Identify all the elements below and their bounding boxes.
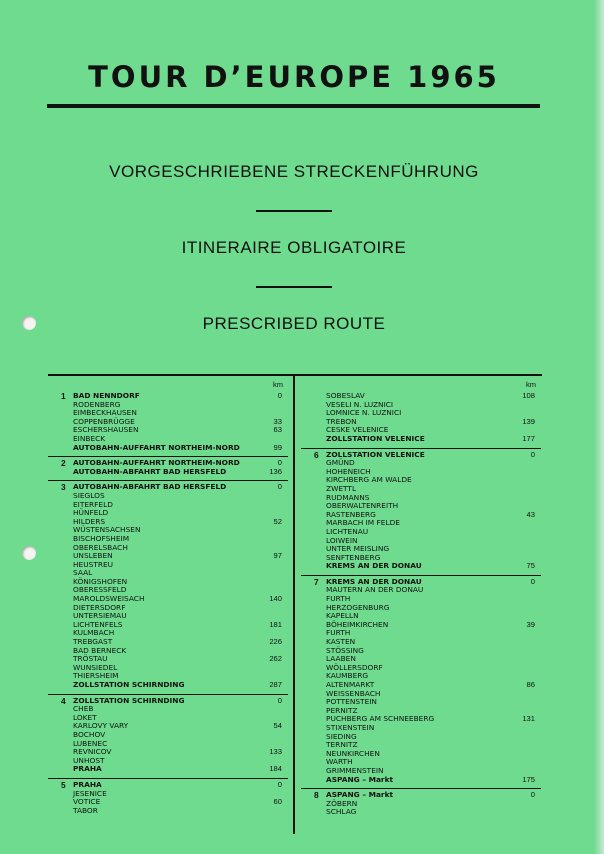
place-name: WÖLLERSDORF — [326, 662, 383, 672]
route-row — [301, 808, 541, 817]
place-name: HEUSTREU — [73, 559, 114, 569]
km-value: 33 — [273, 416, 282, 426]
place-name: HOHENEICH — [326, 466, 371, 476]
place-name: FURTH — [326, 594, 351, 604]
place-name: UNSLEBEN — [73, 551, 113, 561]
place-name: SOBESLAV — [326, 391, 365, 400]
place-name: COPPENBRÜGGE — [73, 416, 135, 426]
route-segment — [301, 449, 541, 576]
place-name: AUTOBAHN-AUFFAHRT NORTHEIM-NORD — [73, 458, 240, 468]
place-name: OBERELSBACH — [73, 542, 128, 552]
place-name: GRIMMENSTEIN — [326, 765, 384, 775]
place-name: RUDMANNS — [326, 492, 370, 502]
route-segment — [301, 390, 541, 449]
subtitle-german: VORGESCHRIEBENE STRECKENFÜHRUNG — [109, 162, 479, 181]
place-name: WÜSTENSACHSEN — [73, 525, 141, 535]
place-name: ALTENMARKT — [326, 680, 375, 689]
place-name: WUNSIEDEL — [73, 662, 118, 672]
place-name: DIETERSDORF — [73, 602, 126, 612]
place-name: UNTER MEISLING — [326, 544, 390, 554]
place-name: ZOLLSTATION SCHIRNDING — [73, 695, 185, 705]
km-value: 43 — [526, 509, 535, 519]
place-name: RODENBERG — [73, 399, 121, 409]
place-name: TREBON — [326, 416, 357, 426]
km-value: 52 — [273, 516, 282, 526]
place-name: LOMNICE N. LUZNICI — [326, 408, 402, 418]
segment-number: 1 — [61, 391, 66, 401]
title-underline — [47, 104, 540, 108]
route-segment — [301, 789, 541, 821]
place-name: SIEGLOS — [73, 490, 105, 500]
km-value: 0 — [530, 576, 535, 586]
km-value: 0 — [277, 458, 282, 468]
place-name: TERNITZ — [326, 740, 358, 750]
route-row — [48, 681, 288, 690]
segment-number: 5 — [61, 779, 66, 790]
place-name: AUTOBAHN-AUFFAHRT NORTHEIM-NORD — [73, 442, 240, 452]
place-name: EIMBECKHAUSEN — [73, 408, 137, 418]
km-header: km — [273, 380, 283, 389]
place-name: AUTOBAHN-ABFAHRT BAD HERSFELD — [73, 482, 227, 492]
km-value: 175 — [522, 774, 535, 784]
km-value: 262 — [269, 654, 282, 664]
place-name: HÜNFELD — [73, 508, 109, 518]
km-value: 108 — [522, 391, 535, 400]
place-name: MAUTERN AN DER DONAU — [326, 585, 424, 595]
km-value: 63 — [273, 425, 282, 435]
place-name: BISCHOFSHEIM — [73, 533, 130, 543]
place-name: PRAHA — [73, 764, 102, 774]
separator-2 — [256, 286, 332, 288]
place-name: KAPELLN — [326, 611, 359, 621]
km-value: 54 — [273, 721, 282, 731]
segment-number: 3 — [61, 482, 66, 493]
km-value: 139 — [522, 416, 535, 426]
place-name: THIERSHEIM — [73, 671, 119, 681]
place-name: GMÜND — [326, 458, 355, 468]
place-name: CESKE VELENICE — [326, 425, 389, 435]
place-name: FURTH — [326, 628, 351, 638]
place-name: BAD BERNECK — [73, 645, 127, 655]
place-name: UNHOST — [73, 755, 105, 765]
place-name: LICHTENAU — [326, 526, 369, 536]
km-value: 60 — [273, 797, 282, 807]
place-name: KAUMBERG — [326, 671, 369, 681]
place-name: ZWETTL — [326, 483, 357, 493]
segment-number: 2 — [61, 458, 66, 469]
km-value: 136 — [269, 466, 282, 476]
place-name: OBERESSFELD — [73, 585, 127, 595]
place-name: WARTH — [326, 757, 353, 767]
place-name: NEUNKIRCHEN — [326, 748, 380, 758]
place-name: KREMS AN DER DONAU — [326, 561, 422, 571]
place-name: MAROLDSWEISACH — [73, 594, 145, 604]
punch-hole-top — [22, 316, 36, 330]
km-value: 184 — [269, 764, 282, 774]
route-segment — [48, 481, 288, 694]
km-value: 0 — [277, 391, 282, 400]
place-name: KARLOVY VARY — [73, 721, 129, 731]
place-name: STIXENSTEIN — [326, 722, 375, 732]
km-value: 97 — [273, 551, 282, 561]
km-value: 75 — [526, 561, 535, 571]
place-name: VESELI N. LUZNICI — [326, 399, 394, 409]
place-name: TABOR — [73, 805, 98, 815]
route-column-left — [48, 376, 288, 819]
route-row — [48, 807, 288, 816]
km-value: 0 — [530, 790, 535, 800]
place-name: BAD NENNDORF — [73, 391, 140, 400]
place-name: MARBACH IM FELDE — [326, 518, 400, 528]
place-name: ASPANG – Markt — [326, 790, 394, 800]
place-name: LOIWEIN — [326, 535, 358, 545]
place-name: HERZOGENBURG — [326, 602, 390, 612]
subtitle-english: PRESCRIBED ROUTE — [202, 314, 386, 333]
place-name: TRÖSTAU — [73, 654, 108, 664]
place-name: LUBENEC — [73, 738, 108, 748]
km-value: 99 — [273, 442, 282, 452]
segment-number: 6 — [314, 449, 319, 460]
place-name: SENFTENBERG — [326, 552, 381, 562]
subtitle-french: ITINERAIRE OBLIGATOIRE — [181, 238, 407, 257]
place-name: ASPANG – Markt — [326, 774, 394, 784]
route-row — [301, 776, 541, 785]
place-name: WEISSENBACH — [326, 688, 381, 698]
place-name: REVNICOV — [73, 747, 112, 757]
route-row — [301, 562, 541, 571]
place-name: PERNITZ — [326, 705, 358, 715]
route-table — [48, 374, 542, 834]
place-name: AUTOBAHN-ABFAHRT BAD HERSFELD — [73, 466, 227, 476]
place-name: ZÖBERN — [326, 798, 358, 808]
route-row — [48, 468, 288, 477]
place-name: BOCHOV — [73, 729, 106, 739]
segment-number: 4 — [61, 695, 66, 706]
place-name: PRAHA — [73, 779, 102, 789]
place-name: TREBGAST — [73, 637, 113, 647]
km-value: 39 — [526, 619, 535, 629]
km-header: km — [526, 380, 536, 389]
place-name: ZOLLSTATION VELENICE — [326, 433, 425, 443]
place-name: PUCHBERG AM SCHNEEBERG — [326, 714, 435, 724]
km-value: 0 — [530, 449, 535, 459]
route-row — [48, 765, 288, 774]
place-name: POTTENSTEIN — [326, 697, 377, 707]
route-segment — [48, 457, 288, 481]
km-value: 177 — [522, 433, 535, 443]
segment-number: 7 — [314, 576, 319, 587]
place-name: LAABEN — [326, 654, 356, 664]
place-name: ZOLLSTATION SCHIRNDING — [73, 680, 185, 689]
column-divider — [293, 376, 295, 834]
place-name: EITERFELD — [73, 499, 113, 509]
place-name: STÖSSING — [326, 645, 364, 655]
place-name: KULMBACH — [73, 628, 115, 638]
place-name: RASTENBERG — [326, 509, 376, 519]
km-value: 226 — [269, 637, 282, 647]
place-name: LICHTENFELS — [73, 619, 123, 629]
route-segment — [48, 779, 288, 819]
place-name: SCHLAG — [326, 807, 357, 817]
place-name: UNTERSIEMAU — [73, 611, 127, 621]
place-name: SAAL — [73, 568, 93, 578]
place-name: BÖHEIMKIRCHEN — [326, 619, 389, 629]
page-edge — [594, 0, 604, 854]
km-value: 133 — [269, 747, 282, 757]
place-name: KÖNIGSHOFEN — [73, 576, 128, 586]
place-name: EINBECK — [73, 433, 106, 443]
place-name: SIEDING — [326, 731, 357, 741]
place-name: KIRCHBERG AM WALDE — [326, 475, 412, 485]
route-row — [301, 435, 541, 444]
place-name: OBERWALTENREITH — [326, 501, 399, 511]
km-value: 0 — [277, 779, 282, 789]
page-title: TOUR D’EUROPE 1965 — [88, 60, 500, 94]
km-value: 86 — [526, 680, 535, 689]
km-value: 140 — [269, 594, 282, 604]
place-name: CHEB — [73, 704, 94, 714]
place-name: LOKET — [73, 712, 97, 722]
route-segment — [301, 576, 541, 789]
separator-1 — [256, 210, 332, 212]
route-row — [48, 444, 288, 453]
route-segment — [48, 695, 288, 779]
punch-hole-bottom — [22, 546, 36, 560]
place-name: KASTEN — [326, 637, 356, 647]
place-name: VOTICE — [73, 797, 101, 807]
place-name: ESCHERSHAUSEN — [73, 425, 139, 435]
place-name: ZOLLSTATION VELENICE — [326, 449, 425, 459]
place-name: JESENICE — [73, 788, 107, 798]
km-value: 131 — [522, 714, 535, 724]
km-value: 0 — [277, 695, 282, 705]
place-name: KREMS AN DER DONAU — [326, 576, 422, 586]
place-name: HILDERS — [73, 516, 106, 526]
segment-number: 8 — [314, 790, 319, 801]
km-value: 287 — [269, 680, 282, 689]
km-value: 0 — [277, 482, 282, 492]
km-value: 181 — [269, 619, 282, 629]
route-segment — [48, 390, 288, 457]
route-column-right — [301, 376, 541, 821]
